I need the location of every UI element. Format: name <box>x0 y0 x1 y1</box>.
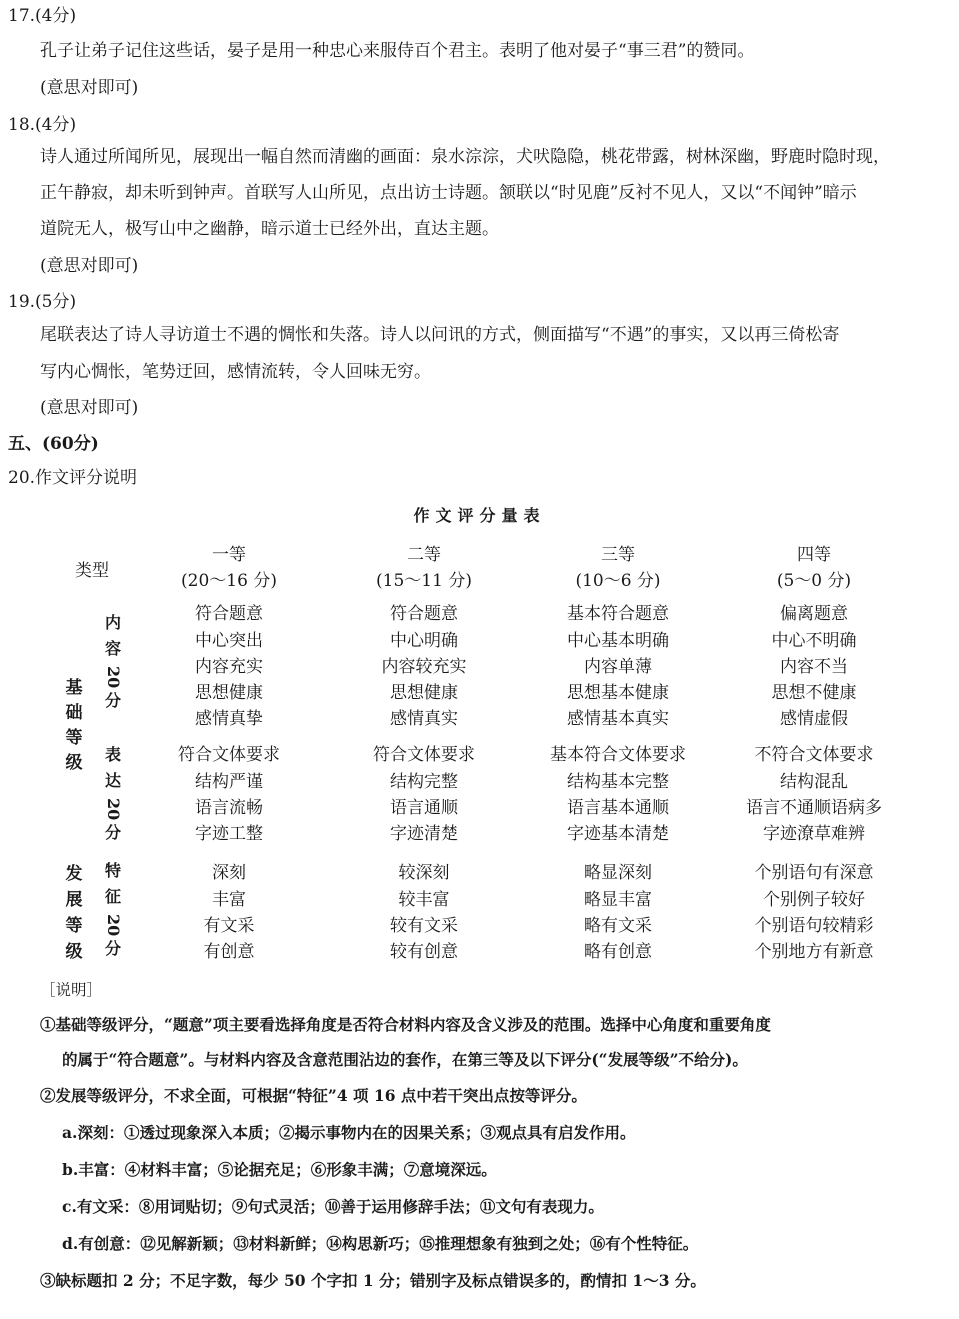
q19-note: (意思对即可) <box>40 398 139 418</box>
table-cell: 个别语句较精彩 <box>754 916 874 936</box>
table-cell: 中心不明确 <box>771 631 857 651</box>
table-cell: 字迹潦草难辨 <box>763 824 865 844</box>
grade-4-range: (5～0 分) <box>776 571 852 591</box>
table-cell: 内容不当 <box>780 657 848 677</box>
table-cell: 不符合文体要求 <box>754 745 874 765</box>
table-cell: 有创意 <box>203 942 255 962</box>
table-cell: 语言基本通顺 <box>567 798 669 818</box>
table-cell: 符合文体要求 <box>373 745 475 765</box>
table-cell: 中心明确 <box>390 631 458 651</box>
table-cell: 字迹工整 <box>195 824 263 844</box>
notes-heading: ［说明］ <box>40 981 103 999</box>
development-level-label: 发 展 等 级 <box>65 864 83 962</box>
table-cell: 略有文采 <box>584 916 652 936</box>
table-cell: 基本符合文体要求 <box>550 745 686 765</box>
table-cell: 字迹基本清楚 <box>567 824 669 844</box>
q19-answer-line: 尾联表达了诗人寻访道士不遇的惆怅和失落。诗人以问讯的方式，侧面描写“不遇”的事实，又以再三倚松寄 <box>40 325 840 345</box>
table-cell: 思想健康 <box>195 683 263 703</box>
grade-3-range: (10～6 分) <box>575 571 661 591</box>
q18-note: (意思对即可) <box>40 256 139 276</box>
table-cell: 较有创意 <box>390 942 458 962</box>
table-cell: 结构基本完整 <box>567 772 669 792</box>
table-cell: 个别地方有新意 <box>754 942 874 962</box>
q18-answer-line: 道院无人，极写山中之幽静，暗示道士已经外出，直达主题。 <box>40 219 499 239</box>
note-2-item: d.有创意：⑫见解新颖；⑬材料新鲜；⑭构思新巧；⑮推理想象有独到之处；⑯有个性特征。 <box>62 1234 699 1253</box>
note-2-item: b.丰富：④材料丰富；⑤论据充足；⑥形象丰满；⑦意境深远。 <box>62 1160 497 1179</box>
table-cell: 符合文体要求 <box>178 745 280 765</box>
table-cell: 较有文采 <box>390 916 458 936</box>
expression-label: 表 达 20 分 <box>104 745 123 842</box>
q19-number: 19.(5分) <box>8 292 77 312</box>
grade-3-name: 三等 <box>601 545 635 565</box>
q20-heading: 20.作文评分说明 <box>8 468 138 488</box>
table-cell: 结构严谨 <box>195 772 263 792</box>
section-five-heading: 五、(60分) <box>8 434 99 454</box>
grade-4-name: 四等 <box>797 545 831 565</box>
content-label: 内 容 20 分 <box>104 613 123 710</box>
note-2-item: a.深刻：①透过现象深入本质；②揭示事物内在的因果关系；③观点具有启发作用。 <box>62 1123 636 1142</box>
table-cell: 偏离题意 <box>780 604 848 624</box>
table-cell: 略显深刻 <box>584 863 652 883</box>
table-cell: 内容单薄 <box>584 657 652 677</box>
q17-note: (意思对即可) <box>40 78 139 98</box>
feature-label: 特 征 20 分 <box>104 861 123 958</box>
table-title: 作文评分量表 <box>413 506 546 525</box>
table-cell: 感情基本真实 <box>567 709 669 729</box>
table-cell: 语言通顺 <box>390 798 458 818</box>
table-cell: 较丰富 <box>398 890 450 910</box>
q17-number: 17.(4分) <box>8 6 77 26</box>
table-cell: 语言不通顺语病多 <box>746 798 882 818</box>
table-cell: 内容较充实 <box>381 657 467 677</box>
table-cell: 符合题意 <box>195 604 263 624</box>
note-3: ③缺标题扣 2 分；不足字数，每少 50 个字扣 1 分；错别字及标点错误多的，酌情扣 1～3 分。 <box>40 1271 706 1290</box>
table-cell: 思想基本健康 <box>567 683 669 703</box>
table-cell: 个别例子较好 <box>763 890 865 910</box>
grade-1-name: 一等 <box>212 545 246 565</box>
basic-level-label: 基 础 等 级 <box>65 678 83 773</box>
table-cell: 字迹清楚 <box>390 824 458 844</box>
table-cell: 思想不健康 <box>771 683 857 703</box>
table-cell: 感情真挚 <box>195 709 263 729</box>
table-cell: 较深刻 <box>398 863 450 883</box>
table-cell: 结构混乱 <box>780 772 848 792</box>
table-cell: 感情虚假 <box>780 709 848 729</box>
note-1-line: ①基础等级评分，“题意”项主要看选择角度是否符合材料内容及含义涉及的范围。选择中心角度和重要角度 <box>40 1015 771 1034</box>
table-cell: 略显丰富 <box>584 890 652 910</box>
q18-answer-line: 正午静寂，却未听到钟声。首联写人山所见，点出访士诗题。颔联以“时见鹿”反衬不见人，又以“不闻钟”暗示 <box>40 183 857 203</box>
note-2: ②发展等级评分，不求全面，可根据“特征”4 项 16 点中若干突出点按等评分。 <box>40 1086 587 1105</box>
q19-answer-line: 写内心惆怅，笔势迂回，感情流转，令人回味无穷。 <box>40 362 431 382</box>
table-cell: 丰富 <box>212 890 246 910</box>
table-cell: 略有创意 <box>584 942 652 962</box>
grade-2-name: 二等 <box>407 545 441 565</box>
q17-answer: 孔子让弟子记住这些话，晏子是用一种忠心来服侍百个君主。表明了他对晏子“事三君”的赞同。 <box>40 41 755 61</box>
table-cell: 中心突出 <box>195 631 263 651</box>
table-cell: 符合题意 <box>390 604 458 624</box>
table-cell: 个别语句有深意 <box>754 863 874 883</box>
table-cell: 中心基本明确 <box>567 631 669 651</box>
table-cell: 语言流畅 <box>195 798 263 818</box>
table-cell: 基本符合题意 <box>567 604 669 624</box>
note-1-line: 的属于“符合题意”。与材料内容及含意范围沾边的套作，在第三等及以下评分(“发展等级”不给分)。 <box>62 1050 748 1069</box>
table-cell: 思想健康 <box>390 683 458 703</box>
table-cell: 深刻 <box>212 863 246 883</box>
table-cell: 结构完整 <box>390 772 458 792</box>
note-2-item: c.有文采：⑧用词贴切；⑨句式灵活；⑩善于运用修辞手法；⑪文句有表现力。 <box>62 1197 604 1216</box>
q18-answer-line: 诗人通过所闻所见，展现出一幅自然而清幽的画面：泉水淙淙，犬吠隐隐，桃花带露，树林深幽，野鹿时隐时现， <box>40 147 890 167</box>
table-cell: 感情真实 <box>390 709 458 729</box>
grade-1-range: (20～16 分) <box>181 571 277 591</box>
q18-number: 18.(4分) <box>8 115 77 135</box>
table-cell: 内容充实 <box>195 657 263 677</box>
grade-2-range: (15～11 分) <box>376 571 472 591</box>
type-label: 类型 <box>75 561 109 581</box>
table-cell: 有文采 <box>203 916 255 936</box>
